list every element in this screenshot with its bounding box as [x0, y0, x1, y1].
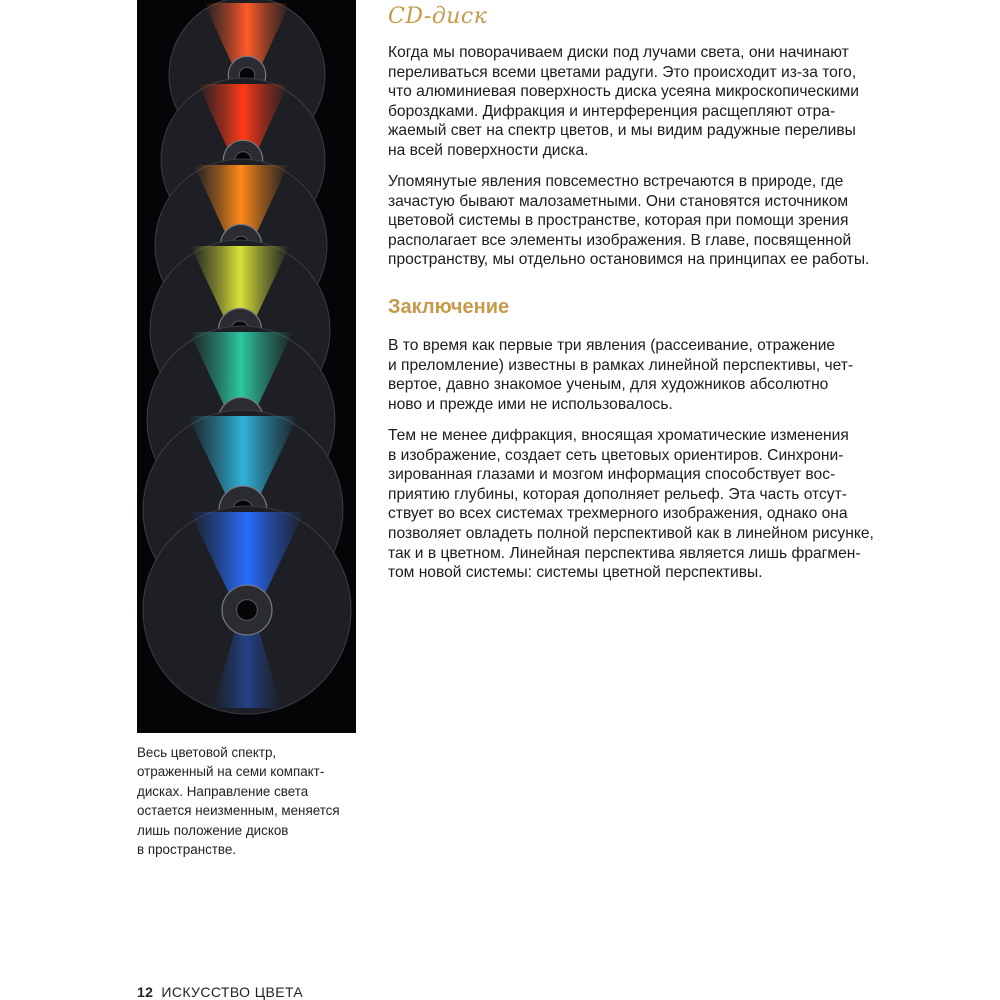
- conclusion-paragraph-2: [388, 426, 874, 583]
- cd-disc: [143, 506, 351, 714]
- text-line: том новой системы: системы цветной перспективы.: [388, 564, 763, 582]
- text-line: В то время как первые три явления (рассеивание, отражение: [388, 337, 836, 354]
- text-line: пространству, мы отдельно остановимся на принципах ее работы.: [388, 251, 870, 269]
- text-line: зированная глазами и мозгом информация способствует вос-: [388, 466, 836, 484]
- caption-line: дисках. Направление света: [137, 783, 309, 799]
- text-line: жаемый свет на спектр цветов, и мы видим радужные переливы: [388, 122, 856, 140]
- text-line: в изображение, создает сеть цветовых ориентиров. Синхрони-: [388, 446, 844, 464]
- text-line: приятию глубины, которая дополняет рельеф. Эта часть отсут-: [388, 485, 847, 503]
- paragraph-2: [388, 172, 868, 270]
- book-title: ИСКУССТВО ЦВЕТА: [161, 984, 304, 1000]
- caption-line: Весь цветовой спектр,: [137, 745, 277, 760]
- paragraph-1: [388, 43, 868, 161]
- caption-line: лишь положение дисков: [137, 822, 289, 838]
- cd-discs-image: [137, 0, 356, 733]
- page-footer: [137, 984, 303, 1000]
- section-title: CD-диск: [388, 4, 488, 29]
- text-line: и преломление) известны в рамках линейной перспективы, чет-: [388, 356, 854, 374]
- caption-line: остается неизменным, меняется: [137, 803, 340, 819]
- text-line: переливаться всеми цветами радуги. Это происходит из-за того,: [388, 63, 857, 81]
- text-line: так и в цветном. Линейная перспектива является лишь фрагмен-: [388, 544, 861, 562]
- caption-line: отраженный на семи компакт-: [137, 764, 325, 780]
- text-line: вертое, давно знакомое ученым, для художников абсолютно: [388, 376, 829, 394]
- text-line: на всей поверхности диска.: [388, 141, 589, 159]
- text-line: зачастую бывают малозаметными. Они становятся источником: [388, 192, 849, 210]
- caption-line: в пространстве.: [137, 842, 237, 858]
- text-line: Тем не менее дифракция, вносящая хроматические изменения: [388, 427, 849, 444]
- text-line: ново и прежде ими не использовалось.: [388, 395, 673, 413]
- conclusion-heading: Заключение: [388, 296, 510, 318]
- conclusion-paragraph-1: [388, 336, 868, 414]
- text-line: что алюминиевая поверхность диска усеяна микроскопическими: [388, 83, 859, 101]
- text-line: ствует во всех системах трехмерного изображения, однако она: [388, 505, 848, 523]
- text-line: позволяет овладеть полной перспективой как в линейном рисунке,: [388, 524, 874, 542]
- disc-center-hole: [237, 600, 258, 621]
- cd-photo: [137, 0, 356, 733]
- text-line: Упомянутые явления повсеместно встречаются в природе, где: [388, 173, 844, 190]
- photo-caption: [137, 743, 362, 859]
- text-line: располагает все элементы изображения. В главе, посвященной: [388, 231, 852, 249]
- page-number: 12: [137, 984, 154, 1000]
- text-line: бороздками. Дифракция и интерференция расщепляют отра-: [388, 102, 836, 120]
- text-line: цветовой системы в пространстве, которая при помощи зрения: [388, 212, 849, 230]
- text-line: Когда мы поворачиваем диски под лучами света, они начинают: [388, 44, 849, 61]
